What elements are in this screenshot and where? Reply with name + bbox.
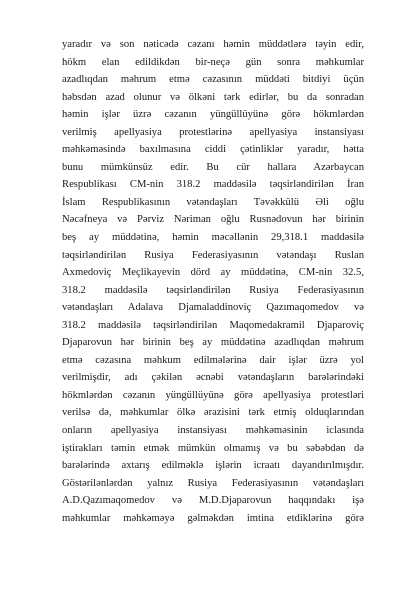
text-line: beş ay müddətinə, həmin məcəllənin 29,318.1 maddəsilə	[62, 232, 364, 244]
text-line: verilmiş apellyasiya protestlərinə apellyasiya instansiyası	[62, 126, 364, 138]
text-line: azadlıqdan məhrum etmə cəzasının müddəti bitdiyi üçün	[62, 74, 364, 86]
text-line: 318.2 maddəsilə təqsirləndirilən Rusiya Federasiyasının	[62, 284, 364, 296]
text-line: Respublikası CM-nin 318.2 maddəsilə təqsirləndirilən İran	[62, 179, 364, 191]
text-line: Axmedoviç Meçlikayevin dörd ay müddətinə, CM-nin 32.5,	[62, 267, 364, 279]
text-line: A.D.Qazımaqomedov və M.D.Djaparovun haqqındakı işə	[62, 495, 364, 507]
text-line: vətəndaşları Adalava Djamaladdinoviç Qazımaqomedov və	[62, 302, 364, 314]
text-line: verilsə də, məhkumlar ölkə ərazisini tərk etmiş olduqlarından	[62, 407, 364, 419]
text-line: hökmlərdən cəzanın yüngüllüyünə görə apellyasiya protestləri	[62, 389, 364, 401]
text-line: bunu mümkünsüz edir. Bu cür hallara Azərbaycan	[62, 161, 364, 173]
text-line: həbsdən azad olunur və ölkəni tərk edirlər, bu da sonradan	[62, 91, 364, 103]
text-line: iştirakları təmin etmək mümkün olmamış və bu səbəbdən də	[62, 442, 364, 454]
text-line: hökm elan edildikdən bir-neçə gün sonra məhkumlar	[62, 56, 364, 68]
text-line: həmin işlər üzrə cəzanın yüngüllüyünə görə hökmlərdən	[62, 109, 364, 121]
text-line: 318.2 maddəsilə təqsirləndirilən Maqomedakramil Djaparoviç	[62, 319, 364, 331]
text-line: Nəcəfneya və Pərviz Nəriman oğlu Rusnədovun hər birinin	[62, 214, 364, 226]
text-line: onların apellyasiya instansiyası məhkəməsinin iclasında	[62, 425, 364, 437]
text-line: İslam Respublikasının vətəndaşları Təvəkkülü Əli oğlu	[62, 196, 364, 208]
text-line: verilmişdir, adı çəkilən əcnəbi vətəndaşların barələrindəki	[62, 372, 364, 384]
text-line: etmə cəzasına məhkum edilmələrinə dair işlər üzrə yol	[62, 354, 364, 366]
text-line: məhkəməsində baxılmasına ciddi çətinliklər yaradır, hətta	[62, 144, 364, 156]
document-page	[62, 36, 364, 527]
text-line: Göstərilənlərdən yalnız Rusiya Federasiyasının vətəndaşları	[62, 477, 364, 489]
text-line: məhkumlar məhkəməyə gəlməkdən imtina etdiklərinə görə	[62, 512, 364, 524]
text-line: təqsirləndirilən Rusiya Federasiyasının vətəndaşı Ruslan	[62, 249, 364, 261]
text-line: yaradır və son nəticədə cəzanı həmin müddətlərə təyin edir,	[62, 39, 364, 50]
text-line: barələrində axtarış edilməklə işlərin icraatı dayandırılmışdır.	[62, 460, 364, 472]
text-line: Djaparovun hər birinin beş ay müddətinə azadlıqdan məhrum	[62, 337, 364, 349]
